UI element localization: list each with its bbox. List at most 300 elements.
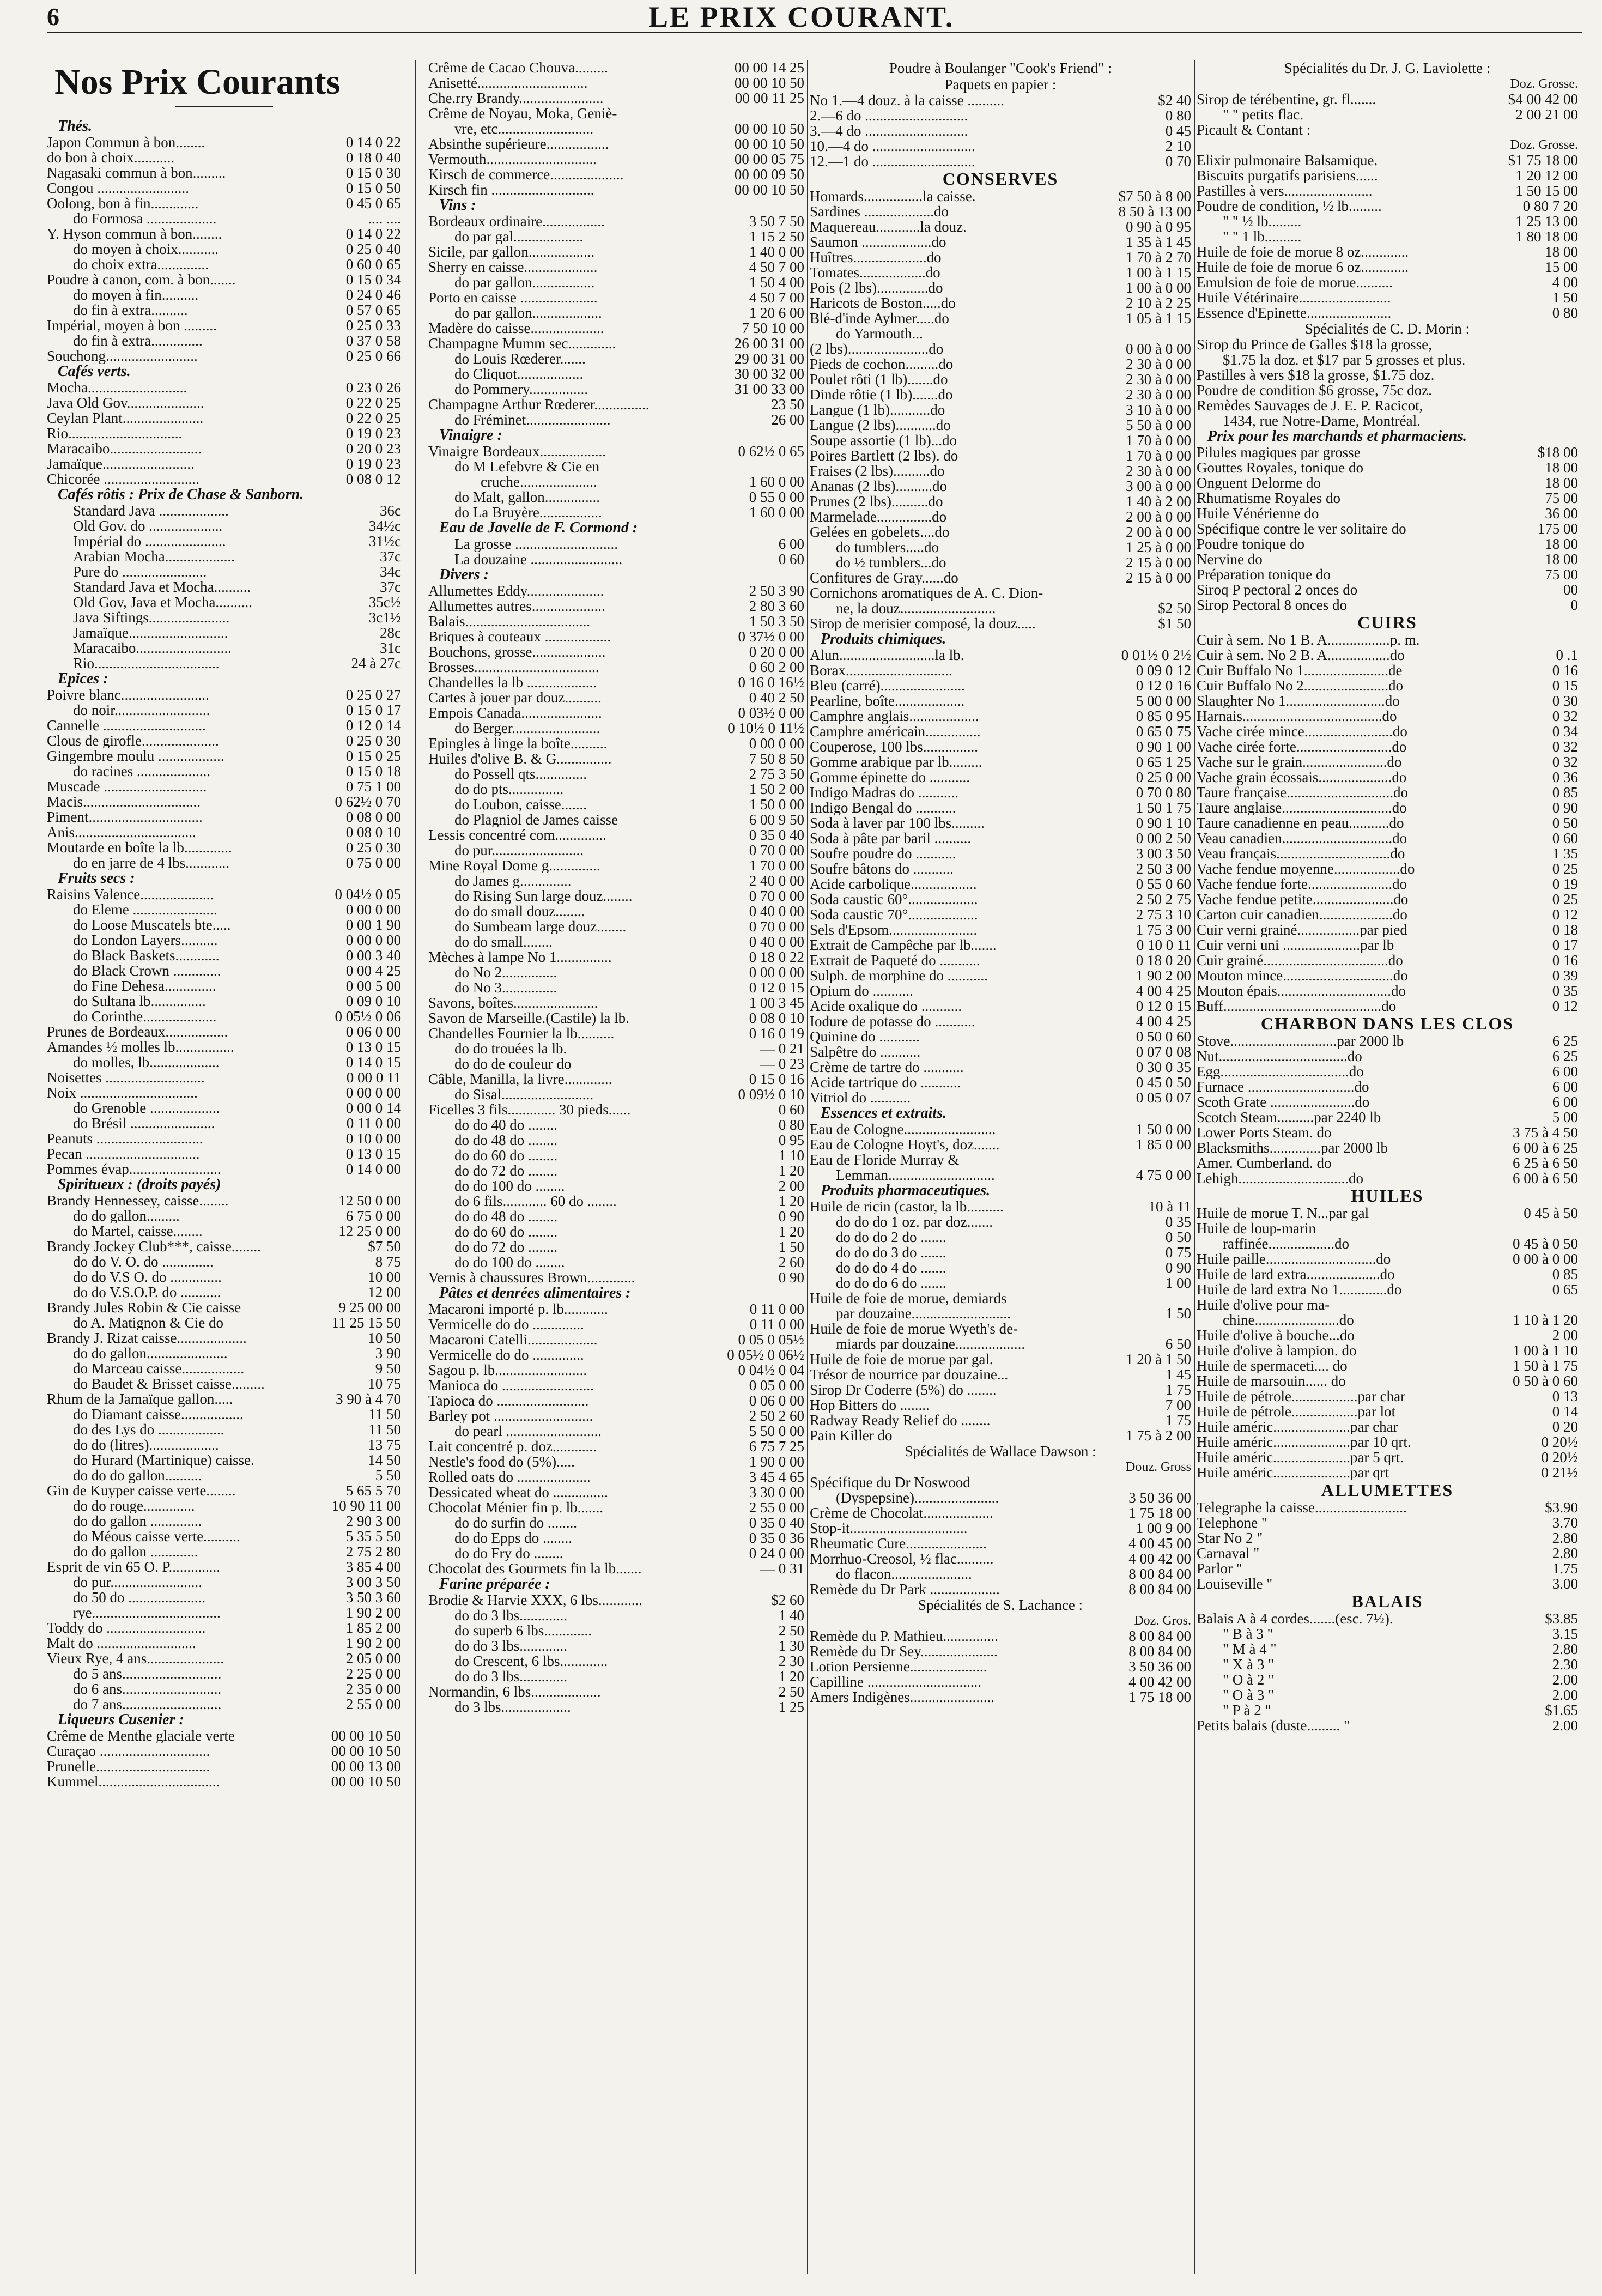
item-price: 175 00 — [1469, 521, 1578, 536]
item-name: Macaroni importé p. lb............ — [428, 1301, 608, 1317]
price-row — [1197, 1328, 1578, 1343]
price-row — [428, 1071, 804, 1087]
item-price: 1 60 0 00 — [695, 474, 804, 489]
item-price: 18 00 — [1469, 475, 1578, 490]
item-price: 10 90 11 00 — [292, 1498, 401, 1513]
price-row — [428, 1485, 804, 1500]
price-row — [1197, 567, 1578, 582]
price-row — [1197, 983, 1578, 998]
item-name: Huîtres....................do — [810, 250, 942, 265]
item-name: Tomates..................do — [810, 265, 940, 280]
price-row — [47, 1300, 401, 1315]
item-price: 6 50 — [1082, 1336, 1191, 1352]
item-name: do No 2............... — [454, 965, 557, 980]
item-price: 00 00 10 50 — [695, 182, 804, 197]
item-name: Biscuits purgatifs parisiens...... — [1197, 168, 1378, 183]
price-row — [428, 182, 804, 197]
item-name: Chandelles la lb ................... — [428, 675, 597, 690]
item-price: 0 16 0 16½ — [695, 675, 804, 690]
item-name: " P à 2 " — [1223, 1703, 1271, 1718]
item-price: 0 14 0 15 — [292, 1055, 401, 1070]
price-row — [428, 1317, 804, 1332]
price-row — [47, 1024, 401, 1039]
item-price: 2.80 — [1469, 1546, 1578, 1561]
item-name: vre, etc.......................... — [454, 121, 593, 136]
item-price: 37c — [292, 549, 401, 564]
item-name: Mocha........................... — [47, 380, 187, 395]
item-name: do flacon...................... — [836, 1566, 972, 1582]
item-name: Scoth Grate .......................do — [1197, 1094, 1370, 1110]
item-price: 2 50 3 90 — [695, 583, 804, 598]
price-row — [1197, 831, 1578, 846]
item-price: 0 00 0 11 — [292, 1070, 401, 1085]
item-name: Java Siftings...................... — [73, 610, 230, 625]
item-price: 18 00 — [1469, 536, 1578, 552]
item-price: 1 00 — [1082, 1275, 1191, 1291]
item-price: 2 30 — [695, 1653, 804, 1669]
price-row — [428, 474, 804, 489]
item-price: 5 50 0 00 — [695, 1423, 804, 1439]
item-name: Cuir Buffalo No 1.......................de — [1197, 663, 1403, 678]
item-price: 0 25 — [1469, 861, 1578, 876]
item-price: 2.30 — [1469, 1657, 1578, 1672]
price-row — [47, 1681, 401, 1697]
price-row — [810, 1137, 1191, 1152]
price-row — [428, 1561, 804, 1576]
item-price: 1 15 2 50 — [695, 229, 804, 244]
item-price: 34½c — [292, 518, 401, 534]
price-row — [810, 93, 1191, 108]
price-row — [1197, 275, 1578, 290]
price-row — [47, 825, 401, 840]
price-row — [1197, 506, 1578, 521]
price-row — [428, 1515, 804, 1530]
item-price: 5 00 0 00 — [1082, 693, 1191, 708]
item-price: 0 14 0 00 — [292, 1161, 401, 1177]
item-price: 0 45 0 50 — [1082, 1075, 1191, 1090]
price-row — [1197, 1094, 1578, 1110]
item-name: 1434, rue Notre-Dame, Montréal. — [1223, 413, 1421, 428]
item-name: Noisettes ........................... — [47, 1070, 205, 1085]
item-price: 1 75 — [1082, 1413, 1191, 1428]
category-heading: CHARBON DANS LES CLOS — [1260, 1014, 1514, 1033]
item-name: Pecan ............................... — [47, 1146, 200, 1161]
price-row — [428, 675, 804, 690]
price-row — [810, 1336, 1191, 1352]
item-name: do Méous caisse verte.......... — [73, 1529, 240, 1544]
item-name: Vache cirée forte..........................do — [1197, 739, 1407, 754]
section-heading: Fruits secs : — [58, 870, 135, 887]
item-price: 0 06 0 00 — [695, 1393, 804, 1408]
item-name: Cannelle ............................ — [47, 718, 206, 733]
item-price: 0 15 0 16 — [695, 1071, 804, 1087]
item-name: Pure do ....................... — [73, 564, 207, 579]
item-price: $2 60 — [695, 1592, 804, 1608]
item-price: 2 55 0 00 — [695, 1500, 804, 1515]
price-row — [810, 1382, 1191, 1397]
price-row — [428, 290, 804, 305]
item-name: do moyen à choix........... — [73, 241, 219, 257]
item-price: 0 05 0 07 — [1082, 1090, 1191, 1105]
item-name: do Loose Muscatels bte..... — [73, 917, 231, 932]
item-price: 2 00 — [695, 1178, 804, 1194]
price-row — [1197, 383, 1578, 398]
item-price: 0 35 — [1082, 1214, 1191, 1229]
price-row — [428, 1270, 804, 1285]
price-row — [1197, 521, 1578, 536]
price-row — [428, 1500, 804, 1515]
item-name: do bon à choix........... — [47, 150, 174, 165]
price-row — [47, 779, 401, 794]
price-row — [47, 902, 401, 917]
item-price: 3 50 36 00 — [1082, 1490, 1191, 1505]
price-row — [47, 410, 401, 426]
price-row — [47, 471, 401, 487]
item-name: do pur......................... — [73, 1574, 203, 1590]
item-price: 0 15 0 18 — [292, 764, 401, 779]
item-name: Huile paille..............................do — [1197, 1251, 1391, 1267]
item-price: 0 70 0 00 — [695, 919, 804, 934]
price-row — [810, 1505, 1191, 1520]
item-name: do do Fry do ........ — [454, 1546, 563, 1561]
item-name: Soda caustic 60°................... — [810, 892, 978, 907]
item-price: 1 30 — [695, 1638, 804, 1653]
price-row — [1197, 800, 1578, 815]
price-row — [428, 106, 804, 121]
item-price: 4 75 0 00 — [1082, 1167, 1191, 1183]
item-price: 1 70 à 2 70 — [1082, 250, 1191, 265]
price-row — [428, 827, 804, 843]
price-row — [1197, 632, 1578, 647]
item-price: 0 00 à 0 00 — [1082, 341, 1191, 356]
item-name: Impérial, moyen à bon ......... — [47, 318, 217, 333]
price-row — [1197, 1561, 1578, 1576]
item-price: 2 35 0 00 — [292, 1681, 401, 1697]
price-row — [428, 90, 804, 106]
price-row — [1197, 1419, 1578, 1434]
item-name: do moyen à fin.......... — [73, 287, 199, 302]
item-name: do La Bruyère................. — [454, 505, 602, 520]
item-price: 0 04½ 0 04 — [695, 1362, 804, 1378]
item-name: do do (litres)................... — [73, 1437, 219, 1452]
section-heading: Spiritueux : (droits payés) — [58, 1177, 221, 1193]
item-name: Sicile, par gallon.................. — [428, 244, 595, 259]
item-price: 0 09 0 12 — [1082, 663, 1191, 678]
item-price: 0 37½ 0 00 — [695, 629, 804, 644]
price-row — [47, 226, 401, 241]
item-name: Pommes évap......................... — [47, 1161, 221, 1177]
item-name: Brandy Jules Robin & Cie caisse — [47, 1300, 241, 1315]
item-price: 5 50 à 0 00 — [1082, 417, 1191, 433]
price-row — [1197, 413, 1578, 428]
item-name: do do Epps do ........ — [454, 1530, 572, 1546]
item-price: 2.00 — [1469, 1672, 1578, 1687]
price-row — [428, 919, 804, 934]
price-row — [47, 1391, 401, 1407]
price-row — [47, 1346, 401, 1361]
item-name: Indigo Bengal do ........... — [810, 800, 956, 815]
item-price: 0 11 0 00 — [292, 1116, 401, 1131]
price-row — [428, 1301, 804, 1317]
price-row — [1197, 460, 1578, 475]
section-heading: Liqueurs Cusenier : — [58, 1712, 184, 1728]
item-price: 0 25 0 00 — [1082, 770, 1191, 785]
price-row — [47, 625, 401, 640]
price-row — [428, 229, 804, 244]
price-row — [810, 433, 1191, 448]
item-price: 0 18 0 40 — [292, 150, 401, 165]
item-name: Marmelade...............do — [810, 509, 947, 524]
item-name: Huile améric.....................par 10 qrt. — [1197, 1434, 1411, 1450]
item-name: do do V.S O. do .............. — [73, 1269, 222, 1285]
section-heading: Prix pour les marchands et pharmaciens. — [1207, 428, 1467, 445]
item-name: Lait concentré p. doz............ — [428, 1439, 597, 1454]
item-price: 8 75 — [292, 1254, 401, 1269]
item-price: 1 25 — [695, 1699, 804, 1715]
item-price: 1.75 — [1469, 1561, 1578, 1576]
item-name: Absinthe supérieure................. — [428, 136, 609, 152]
item-name: Prunelle............................... — [47, 1759, 210, 1774]
item-name: do do do 1 oz. par doz....... — [836, 1214, 993, 1229]
category-heading: HUILES — [1351, 1186, 1424, 1205]
price-row — [428, 1178, 804, 1194]
price-row — [47, 165, 401, 180]
price-row — [428, 843, 804, 858]
item-price: 0 45 0 65 — [292, 196, 401, 211]
price-row — [428, 797, 804, 812]
price-row — [428, 598, 804, 614]
price-row — [1197, 1389, 1578, 1404]
item-name: Malt do ........................... — [47, 1635, 196, 1651]
item-price: 8 00 84 00 — [1082, 1566, 1191, 1582]
price-row — [1197, 1049, 1578, 1064]
item-name: miards par douzaine................... — [836, 1336, 1025, 1352]
item-price: 4 50 7 00 — [695, 259, 804, 275]
item-price: $2 50 — [1082, 601, 1191, 616]
item-price: 0 36 — [1469, 770, 1578, 785]
item-price: 0 12 — [1469, 998, 1578, 1014]
item-name: do do 72 do ........ — [454, 1239, 557, 1255]
item-price: 3.70 — [1469, 1515, 1578, 1530]
price-row — [810, 1152, 1191, 1167]
price-row — [1197, 352, 1578, 367]
section-heading: Vinaigre : — [439, 427, 502, 444]
sub-heading: Spécialités de Wallace Dawson : — [905, 1443, 1096, 1459]
item-name: Poulet rôti (1 lb).......do — [810, 372, 948, 387]
item-price: 0 19 0 23 — [292, 426, 401, 441]
item-name: Vermicelle do do .............. — [428, 1347, 584, 1362]
price-row — [810, 1229, 1191, 1245]
item-name: Vinaigre Bordeaux.................. — [428, 444, 606, 459]
item-name: Harnais......................................do — [1197, 708, 1397, 724]
item-price: 7 50 8 50 — [695, 751, 804, 766]
item-price: 1 80 18 00 — [1469, 229, 1578, 244]
item-price: 2 15 à 0 00 — [1082, 555, 1191, 570]
price-row — [47, 1146, 401, 1161]
item-name: Piment............................... — [47, 809, 203, 825]
item-price: 28c — [292, 625, 401, 640]
item-price: 1 90 2 00 — [292, 1605, 401, 1620]
item-name: do do 60 do ........ — [454, 1148, 557, 1163]
item-name: do Eleme ....................... — [73, 902, 217, 917]
item-price: 0 30 — [1469, 693, 1578, 708]
price-row — [810, 1306, 1191, 1321]
item-name: Stove.............................par 2000 lb — [1197, 1033, 1404, 1049]
item-price: 0 19 0 23 — [292, 456, 401, 471]
price-row — [47, 1285, 401, 1300]
item-price: 3 85 4 00 — [292, 1559, 401, 1574]
price-row — [47, 855, 401, 870]
item-price: 0 22 0 25 — [292, 395, 401, 410]
item-price: 0 55 0 60 — [1082, 876, 1191, 892]
item-name: do Rising Sun large douz........ — [454, 888, 633, 904]
price-row — [1197, 229, 1578, 244]
section-heading: Vins : — [439, 197, 476, 214]
item-name: Huile d'olive pour ma- — [1197, 1297, 1330, 1312]
item-price: 0 50 0 60 — [1082, 1029, 1191, 1044]
item-name: Brandy J. Rizat caisse................... — [47, 1330, 247, 1346]
price-row — [1197, 597, 1578, 613]
item-price: 0 20 0 23 — [292, 441, 401, 456]
item-name: Stop-it................................ — [810, 1520, 968, 1536]
price-row — [1197, 536, 1578, 552]
price-row — [810, 998, 1191, 1014]
item-name: Morrhuo-Creosol, ½ flac.......... — [810, 1551, 994, 1566]
item-name: Cuir grainé..................................do — [1197, 953, 1403, 968]
item-price: $1.65 — [1469, 1703, 1578, 1718]
item-name: Chicorée .......................... — [47, 471, 199, 487]
price-row — [47, 503, 401, 518]
item-price: 30 00 32 00 — [695, 366, 804, 381]
category-heading: CUIRS — [1357, 613, 1417, 632]
item-name: do molles, lb................... — [73, 1055, 220, 1070]
price-row — [1197, 876, 1578, 892]
item-price: 0 50 — [1082, 1229, 1191, 1245]
item-name: do Baudet & Brisset caisse......... — [73, 1376, 265, 1391]
item-price: 0 18 — [1469, 922, 1578, 937]
item-name: do 5 ans........................... — [73, 1666, 222, 1681]
price-row — [810, 204, 1191, 219]
item-price: $1 50 — [1082, 616, 1191, 631]
item-price: 0 21½ — [1469, 1465, 1578, 1480]
item-price: 2 50 — [695, 1684, 804, 1699]
item-name: Hop Bitters do ........ — [810, 1397, 930, 1413]
item-name: (Dyspepsine)....................... — [836, 1490, 999, 1505]
price-row — [810, 846, 1191, 861]
item-name: do Corinthe.................... — [73, 1009, 217, 1024]
price-row — [1197, 445, 1578, 460]
price-row — [47, 1437, 401, 1452]
item-name: Huile de lard extra No 1.............do — [1197, 1282, 1402, 1297]
item-price: 0 65 0 75 — [1082, 724, 1191, 739]
item-name: Huiles d'olive B. & G............... — [428, 751, 612, 766]
item-name: do par gal................... — [454, 229, 584, 244]
price-row — [1197, 1687, 1578, 1703]
price-row — [1197, 259, 1578, 275]
item-price: 3c1½ — [292, 610, 401, 625]
price-row — [428, 644, 804, 659]
price-row — [47, 595, 401, 610]
item-price: 00 — [1469, 582, 1578, 597]
item-price: 0 00 0 00 — [292, 932, 401, 948]
item-name: do des Lys do .................. — [73, 1422, 224, 1437]
item-price: 10 00 — [292, 1269, 401, 1285]
item-price: 0 45 à 50 — [1469, 1205, 1578, 1221]
item-name: do noir.......................... — [73, 702, 210, 718]
price-row — [810, 1260, 1191, 1275]
item-price: 0 85 — [1469, 1267, 1578, 1282]
item-name: Pieds de cochon.........do — [810, 356, 954, 372]
item-name: Spécifique contre le ver solitaire do — [1197, 521, 1406, 536]
item-name: Vache fendue petite......................do — [1197, 892, 1409, 907]
item-price: 5 35 5 50 — [292, 1529, 401, 1544]
item-name: Amandes ½ molles lb................ — [47, 1039, 234, 1055]
price-row — [428, 351, 804, 366]
column-divider — [1194, 60, 1195, 2274]
item-price: 0 25 0 33 — [292, 318, 401, 333]
item-name: do Diamant caisse................. — [73, 1407, 244, 1422]
item-name: Crême de Menthe glaciale verte — [47, 1728, 235, 1743]
price-row — [810, 108, 1191, 123]
item-price: 1 20 — [695, 1194, 804, 1209]
item-name: Manioca do ......................... — [428, 1378, 594, 1393]
item-name: Muscade ............................ — [47, 779, 207, 794]
item-name: " O à 2 " — [1223, 1672, 1275, 1687]
item-name: Elixir pulmonaire Balsamique. — [1197, 153, 1378, 168]
item-price: 0 39 — [1469, 968, 1578, 983]
price-row — [1197, 907, 1578, 922]
item-name: Maracaibo......................... — [47, 441, 202, 456]
item-name: No 1.—4 douz. à la caisse .......... — [810, 93, 1004, 108]
price-row — [47, 1774, 401, 1789]
item-price: 0 55 0 00 — [695, 489, 804, 505]
price-row — [810, 1275, 1191, 1291]
item-price: 4 00 45 00 — [1082, 1536, 1191, 1551]
price-row — [428, 782, 804, 797]
item-price: 0 15 0 50 — [292, 180, 401, 196]
item-price: 0 16 — [1469, 953, 1578, 968]
item-price: 36 00 — [1469, 506, 1578, 521]
item-name: Vache grain écossais....................do — [1197, 770, 1407, 785]
item-price: 0 60 2 00 — [695, 659, 804, 675]
price-row — [810, 311, 1191, 326]
item-name: Rio............................... — [47, 426, 183, 441]
price-row — [47, 1208, 401, 1223]
item-price: 0 65 1 25 — [1082, 754, 1191, 770]
item-name: Parlor " — [1197, 1561, 1242, 1576]
item-name: Vernis à chaussures Brown............. — [428, 1270, 635, 1285]
price-row — [810, 1122, 1191, 1137]
category-heading: ALLUMETTES — [1321, 1480, 1454, 1500]
item-price: 0 07 0 08 — [1082, 1044, 1191, 1059]
item-price: 0 60 0 65 — [292, 257, 401, 272]
item-name: Nestle's food do (5%)..... — [428, 1454, 575, 1469]
item-name: do Possell qts.............. — [454, 766, 587, 782]
item-name: Brodie & Harvie XXX, 6 lbs............ — [428, 1592, 642, 1608]
item-price: 2 00 21 00 — [1469, 107, 1578, 122]
price-row — [47, 1330, 401, 1346]
price-row — [428, 934, 804, 949]
price-row — [1197, 398, 1578, 413]
price-row — [428, 1209, 804, 1224]
price-row — [1197, 1657, 1578, 1672]
price-row — [428, 75, 804, 90]
item-name: Lemman............................. — [836, 1167, 995, 1183]
item-name: Briques à couteaux .................. — [428, 629, 611, 644]
item-name: Remède du P. Mathieu............... — [810, 1628, 998, 1644]
item-price: $3.90 — [1469, 1500, 1578, 1515]
item-name: do tumblers.....do — [836, 540, 939, 555]
